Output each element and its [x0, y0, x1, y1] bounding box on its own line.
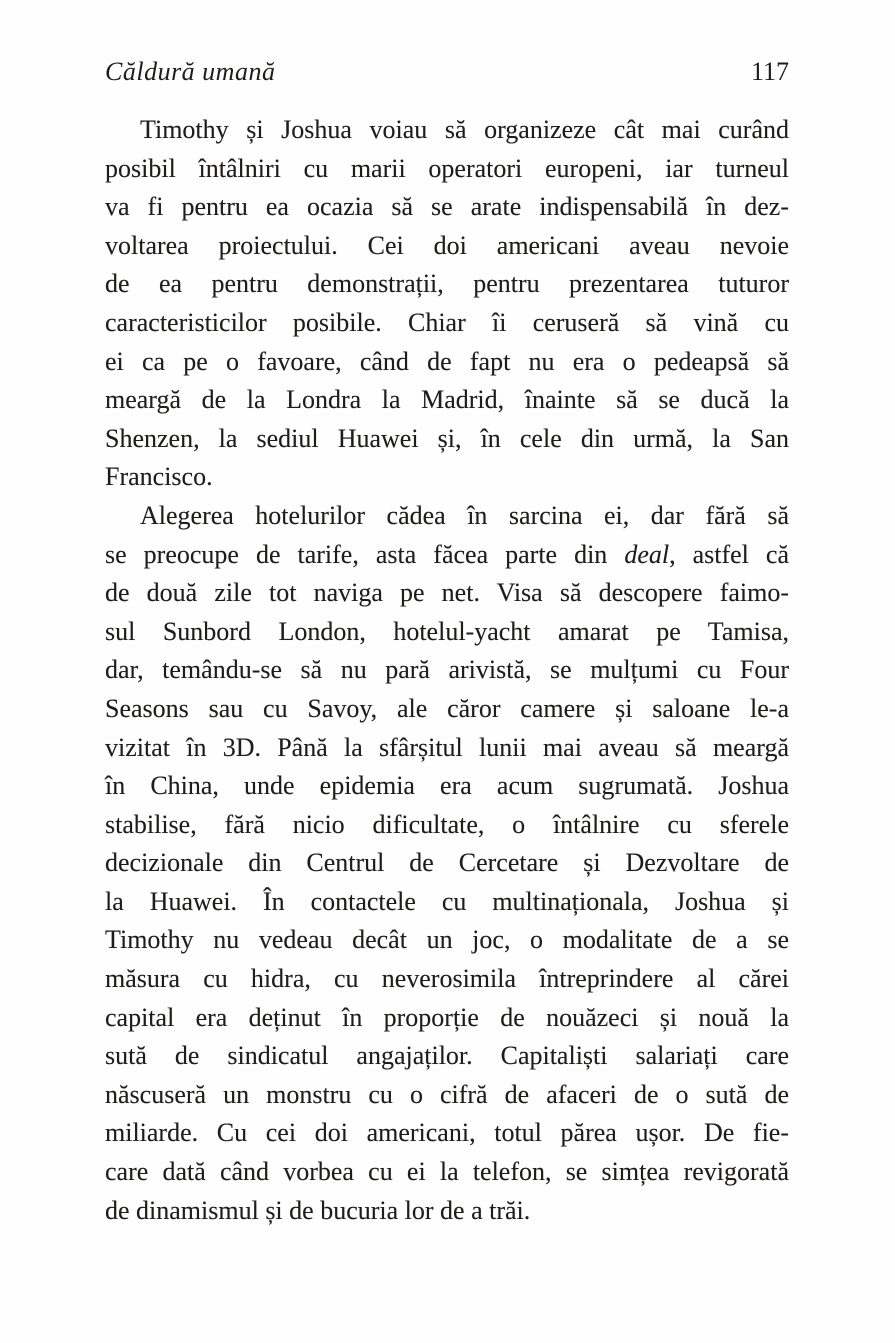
text-line: de ea pentru demonstrații, pentru prezentarea tuturor: [105, 269, 789, 299]
text-line: [105, 536, 789, 575]
running-title: Căldură umană: [105, 57, 276, 86]
text-line: care dată când vorbea cu ei la telefon, se simțea revigorată: [105, 1157, 789, 1187]
text-line: Timothy și Joshua voiau să organizeze cât mai curând: [140, 115, 789, 144]
text-line: în China, unde epidemia era acum sugrumată. Joshua: [105, 771, 789, 801]
text-line: Francisco.: [105, 462, 213, 492]
text-line: posibil întâlniri cu marii operatori europeni, iar turneul: [105, 153, 789, 183]
text-line: de dinamismul și de bucuria lor de a trăi.: [105, 1195, 531, 1225]
text-line: stabilise, fără nicio dificultate, o întâlnire cu sferele: [105, 809, 789, 839]
text-line: meargă de la Londra la Madrid, înainte să se ducă la: [105, 385, 789, 415]
italic-word: deal: [624, 539, 670, 569]
text-line: dar, temându-se să nu pară arivistă, se mulțumi cu Four: [105, 655, 789, 685]
text-line: Alegerea hotelurilor cădea în sarcina ei, dar fără să: [140, 500, 789, 530]
page-content: [105, 57, 789, 1230]
text-line: vizitat în 3D. Până la sfârșitul lunii mai aveau să meargă: [105, 732, 789, 762]
text-line: miliarde. Cu cei doi americani, totul părea ușor. De fie-: [105, 1118, 789, 1148]
text-segment: se preocupe de tarife, asta făcea parte din: [105, 539, 625, 569]
text-line: născuseră un monstru cu o cifră de afaceri de o sută de: [105, 1079, 789, 1109]
paragraph-1: [105, 111, 789, 497]
text-line: sută de sindicatul angajaților. Capitaliști salariați care: [105, 1041, 789, 1071]
text-line: Shenzen, la sediul Huawei și, în cele din urmă, la San: [105, 423, 789, 453]
page-number: 117: [750, 57, 789, 86]
text-line: ei ca pe o favoare, când de fapt nu era o pedeapsă să: [105, 346, 789, 376]
text-line: la Huawei. În contactele cu multinaționala, Joshua și: [105, 886, 789, 916]
text-line: voltarea proiectului. Cei doi americani aveau nevoie: [105, 230, 789, 260]
paragraph-2: [105, 497, 789, 1230]
text-segment: , astfel că: [669, 539, 789, 569]
text-line: va fi pentru ea ocazia să se arate indispensabilă în dez-: [105, 192, 789, 222]
text-line: caracteristicilor posibile. Chiar îi ceruseră să vină cu: [105, 307, 789, 337]
text-line: decizionale din Centrul de Cercetare și Dezvoltare de: [105, 848, 789, 878]
text-line: măsura cu hidra, cu neverosimila întreprindere al cărei: [105, 964, 789, 994]
text-line: capital era deținut în proporție de nouăzeci și nouă la: [105, 1002, 789, 1032]
text-line: sul Sunbord London, hotelul-yacht amarat pe Tamisa,: [105, 616, 789, 646]
running-header: [105, 57, 789, 87]
text-line: de două zile tot naviga pe net. Visa să descopere faimo-: [105, 578, 789, 608]
text-line: Seasons sau cu Savoy, ale căror camere și saloane le-a: [105, 693, 789, 723]
text-line: Timothy nu vedeau decât un joc, o modalitate de a se: [105, 925, 789, 955]
body-text: [105, 111, 789, 1230]
